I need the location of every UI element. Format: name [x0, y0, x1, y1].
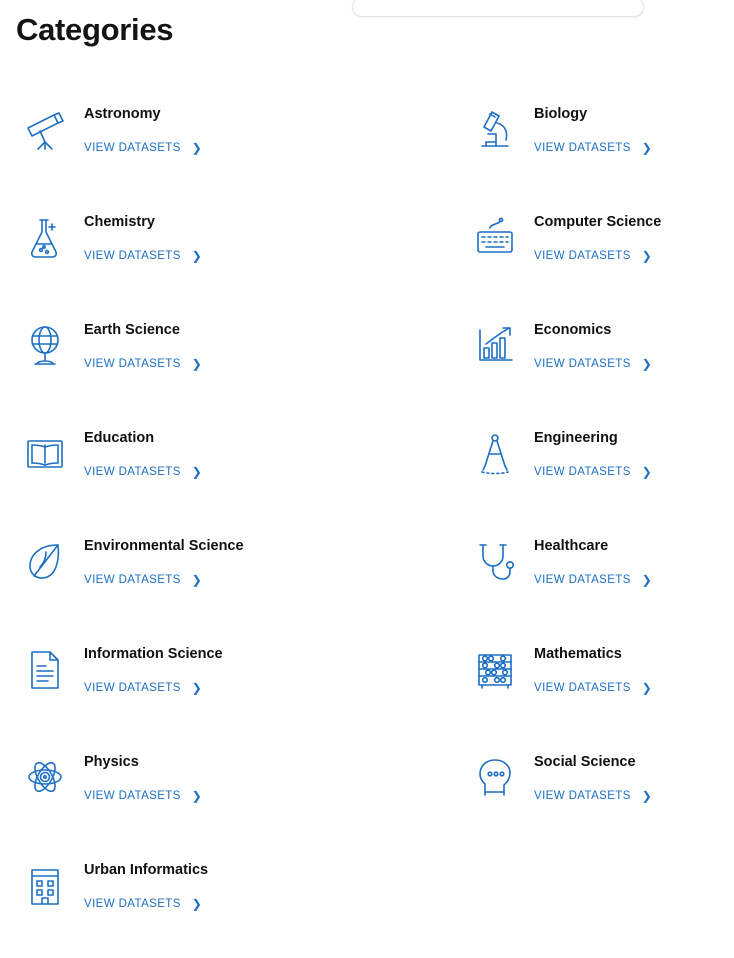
microscope-icon: [464, 98, 526, 160]
category-card-environmental-science[interactable]: [14, 526, 464, 634]
category-name: Education: [84, 430, 155, 447]
view-datasets-label: VIEW DATASETS: [84, 789, 181, 802]
page-title: Categories: [16, 12, 174, 47]
category-card-urban-informatics[interactable]: [14, 850, 464, 958]
category-text: [84, 206, 202, 263]
view-datasets-link[interactable]: [534, 790, 652, 802]
chevron-right-icon: ❯: [191, 140, 203, 155]
chevron-right-icon: ❯: [641, 248, 653, 263]
category-text: [534, 422, 652, 479]
chevron-right-icon: ❯: [641, 572, 653, 587]
category-text: [534, 206, 661, 263]
flask-icon: [14, 206, 76, 268]
category-name: Economics: [534, 322, 612, 339]
view-datasets-link[interactable]: [84, 466, 202, 478]
category-text: [84, 422, 202, 479]
leaf-icon: [14, 530, 76, 592]
category-name: Mathematics: [534, 646, 622, 663]
view-datasets-link[interactable]: [534, 358, 652, 370]
category-text: [534, 314, 652, 371]
view-datasets-label: VIEW DATASETS: [534, 681, 631, 694]
category-card-chemistry[interactable]: [14, 202, 464, 310]
chevron-right-icon: ❯: [191, 356, 203, 371]
categories-grid: [14, 94, 720, 958]
category-text: [84, 314, 202, 371]
stethoscope-icon: [464, 530, 526, 592]
category-name: Astronomy: [84, 106, 161, 123]
compass-divider-icon: [464, 422, 526, 484]
category-name: Biology: [534, 106, 588, 123]
keyboard-icon: [464, 206, 526, 268]
chevron-right-icon: ❯: [191, 788, 203, 803]
category-name: Physics: [84, 754, 139, 771]
chevron-right-icon: ❯: [191, 572, 203, 587]
chevron-right-icon: ❯: [191, 680, 203, 695]
atom-icon: [14, 746, 76, 808]
category-text: [534, 98, 652, 155]
building-icon: [14, 854, 76, 916]
category-text: [84, 638, 223, 695]
document-lines-icon: [14, 638, 76, 700]
category-text: [534, 530, 652, 587]
category-card-astronomy[interactable]: [14, 94, 464, 202]
view-datasets-label: VIEW DATASETS: [534, 789, 631, 802]
category-text: [534, 638, 652, 695]
category-text: [84, 530, 244, 587]
category-name: Computer Science: [534, 214, 662, 231]
view-datasets-label: VIEW DATASETS: [534, 249, 631, 262]
category-name: Engineering: [534, 430, 618, 447]
view-datasets-label: VIEW DATASETS: [84, 357, 181, 370]
telescope-icon: [14, 98, 76, 160]
view-datasets-link[interactable]: [534, 466, 652, 478]
category-name: Chemistry: [84, 214, 155, 231]
view-datasets-label: VIEW DATASETS: [534, 573, 631, 586]
view-datasets-link[interactable]: [534, 574, 652, 586]
abacus-icon: [464, 638, 526, 700]
open-book-icon: [14, 422, 76, 484]
category-card-social-science[interactable]: [464, 742, 720, 850]
category-card-education[interactable]: [14, 418, 464, 526]
view-datasets-link[interactable]: [84, 898, 202, 910]
view-datasets-label: VIEW DATASETS: [84, 249, 181, 262]
category-card-mathematics[interactable]: [464, 634, 720, 742]
globe-icon: [14, 314, 76, 376]
category-name: Social Science: [534, 754, 636, 771]
view-datasets-link[interactable]: [534, 142, 652, 154]
category-name: Earth Science: [84, 322, 180, 339]
category-text: [84, 746, 202, 803]
chevron-right-icon: ❯: [641, 788, 653, 803]
view-datasets-label: VIEW DATASETS: [534, 465, 631, 478]
view-datasets-link[interactable]: [84, 250, 202, 262]
category-text: [84, 98, 202, 155]
category-card-information-science[interactable]: [14, 634, 464, 742]
view-datasets-label: VIEW DATASETS: [84, 897, 181, 910]
category-name: Urban Informatics: [84, 862, 209, 879]
view-datasets-link[interactable]: [84, 790, 202, 802]
view-datasets-link[interactable]: [84, 142, 202, 154]
chevron-right-icon: ❯: [191, 896, 203, 911]
category-name: Environmental Science: [84, 538, 244, 555]
category-card-computer-science[interactable]: [464, 202, 720, 310]
view-datasets-link[interactable]: [84, 682, 202, 694]
chevron-right-icon: ❯: [641, 464, 653, 479]
chevron-right-icon: ❯: [191, 248, 203, 263]
category-card-biology[interactable]: [464, 94, 720, 202]
view-datasets-label: VIEW DATASETS: [84, 681, 181, 694]
view-datasets-label: VIEW DATASETS: [534, 357, 631, 370]
view-datasets-link[interactable]: [534, 250, 652, 262]
head-profile-icon: [464, 746, 526, 808]
view-datasets-label: VIEW DATASETS: [534, 141, 631, 154]
bar-chart-growth-icon: [464, 314, 526, 376]
category-text: [84, 854, 208, 911]
category-card-healthcare[interactable]: [464, 526, 720, 634]
chevron-right-icon: ❯: [641, 140, 653, 155]
chevron-right-icon: ❯: [191, 464, 203, 479]
chevron-right-icon: ❯: [641, 356, 653, 371]
view-datasets-link[interactable]: [84, 358, 202, 370]
chevron-right-icon: ❯: [641, 680, 653, 695]
categories-page: [0, 11, 734, 958]
category-card-earth-science[interactable]: [14, 310, 464, 418]
category-name: Information Science: [84, 646, 223, 663]
category-card-economics[interactable]: [464, 310, 720, 418]
view-datasets-link[interactable]: [534, 682, 652, 694]
view-datasets-label: VIEW DATASETS: [84, 465, 181, 478]
category-card-physics[interactable]: [14, 742, 464, 850]
category-text: [534, 746, 652, 803]
category-name: Healthcare: [534, 538, 609, 555]
view-datasets-label: VIEW DATASETS: [84, 141, 181, 154]
view-datasets-label: VIEW DATASETS: [84, 573, 181, 586]
category-card-engineering[interactable]: [464, 418, 720, 526]
view-datasets-link[interactable]: [84, 574, 202, 586]
